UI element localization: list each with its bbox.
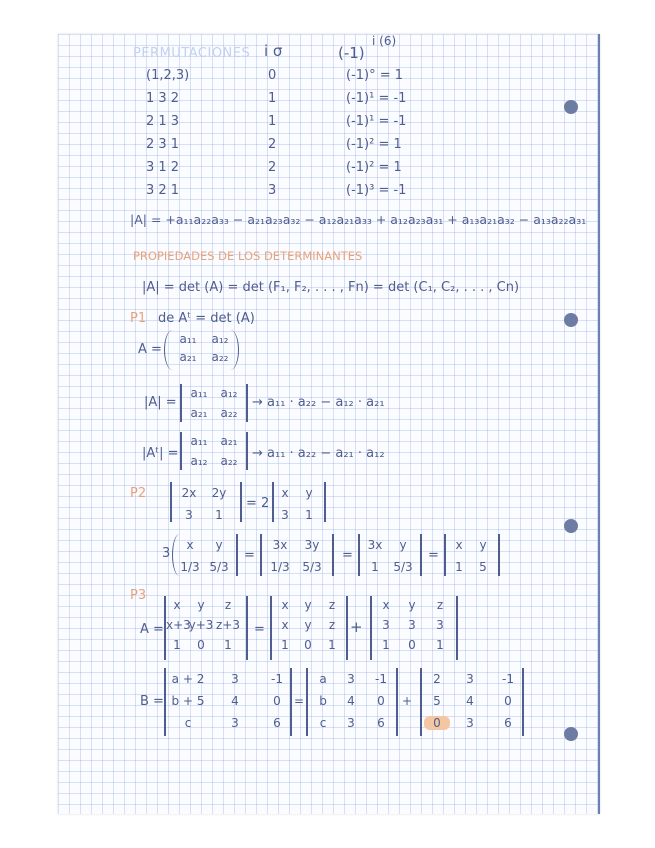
matrix-cell: 3 (231, 716, 239, 730)
det-at-result: → a₁₁ · a₂₂ − a₂₁ · a₁₂ (252, 446, 385, 461)
matrix-cell: 4 (466, 694, 474, 708)
matrix-cell: b + 5 (171, 694, 205, 708)
p3-matrix-a1 (166, 598, 242, 652)
matrix-cell: 5 (479, 560, 487, 574)
det-bar (396, 668, 398, 736)
det-bar (420, 534, 422, 576)
det-bar (420, 668, 422, 736)
sign-cell: (-1)² = 1 (346, 160, 402, 175)
property-2-label: P2 (130, 486, 147, 501)
matrix-cell: 6 (377, 716, 385, 730)
matrix-cell: 0 (273, 694, 281, 708)
matrix-cell: 1 (224, 638, 232, 652)
binder-hole (564, 519, 578, 533)
matrix-cell: 3 (347, 672, 355, 686)
matrix-cell: z (224, 598, 232, 612)
p2-equals: = (428, 548, 439, 563)
p2-matrix-3 (176, 538, 234, 574)
matrix-cell: 1 (455, 560, 463, 574)
matrix-cell: -1 (375, 672, 387, 686)
det-bar (290, 668, 292, 736)
sign-header-exp: i (6) (372, 34, 397, 48)
sign-column (346, 68, 406, 198)
matrix-cell: x (173, 598, 181, 612)
matrix-cell: a₁₁ (190, 434, 208, 448)
perm-cell: 3 1 2 (146, 160, 180, 175)
property-1-label: P1 (130, 311, 147, 326)
matrix-cell: x (455, 538, 463, 552)
matrix-cell: 0 (197, 638, 205, 652)
sign-cell: (-1)° = 1 (346, 68, 404, 83)
property-1-statement: de Aᵗ = det (A) (158, 311, 255, 326)
sign-cell: (-1)² = 1 (346, 137, 402, 152)
matrix-cell: 1 (173, 638, 181, 652)
matrix-cell: a + 2 (171, 672, 205, 686)
matrix-cell: 6 (504, 716, 512, 730)
perm-cell: (1,2,3) (146, 68, 190, 83)
matrix-cell: 1 (305, 508, 313, 522)
matrix-cell: 3y (304, 538, 320, 552)
inversions-cell: 1 (268, 114, 277, 129)
inversions-cell: 1 (268, 91, 277, 106)
matrix-cell: a₁₁ (179, 332, 197, 346)
matrix-cell: y (408, 598, 416, 612)
det-bar (358, 534, 360, 576)
matrix-cell: x (281, 618, 289, 632)
matrix-cell: 3 (231, 672, 239, 686)
matrix-cell: x (382, 598, 390, 612)
det-bar (444, 534, 446, 576)
inversions-cell: 3 (268, 183, 277, 198)
matrix-cell: 5/3 (393, 560, 413, 574)
det-bar (306, 668, 308, 736)
matrix-cell: 5/3 (209, 560, 229, 574)
inversions-cell: 2 (268, 160, 277, 175)
p2-matrix-6 (448, 538, 496, 574)
matrix-cell: a (319, 672, 327, 686)
matrix-cell: b (319, 694, 327, 708)
matrix-cell: z (328, 618, 336, 632)
matrix-cell: 0 (377, 694, 385, 708)
p2-matrix-2 (274, 486, 322, 522)
matrix-cell: y (479, 538, 487, 552)
matrix-b-label: B = (140, 694, 164, 709)
binder-hole (564, 727, 578, 741)
matrix-cell: a₂₁ (220, 434, 238, 448)
matrix-cell: z (436, 598, 444, 612)
matrix-cell: c (319, 716, 327, 730)
perm-cell: 3 2 1 (146, 183, 180, 198)
det-a-result: → a₁₁ · a₂₂ − a₁₂ · a₂₁ (252, 395, 385, 410)
matrix-cell: a₁₂ (211, 332, 229, 346)
matrix-cell: 5 (433, 694, 441, 708)
matrix-cell: -1 (502, 672, 514, 686)
matrix-a3-label: A = (140, 622, 164, 637)
det-bar (246, 432, 248, 470)
matrix-cell: y (215, 538, 223, 552)
matrix-cell: x+3 (166, 618, 191, 632)
right-paren (222, 330, 239, 370)
matrix-cell: 3 (382, 618, 390, 632)
matrix-cell: a₁₂ (220, 386, 238, 400)
matrix-cell: 4 (231, 694, 239, 708)
det-bar (246, 384, 248, 422)
p3-matrix-b3 (424, 672, 526, 730)
sign-header: (-1) (338, 44, 365, 62)
det-bar (246, 596, 248, 660)
det-bar (346, 596, 348, 660)
det-at-matrix (184, 434, 244, 468)
matrix-cell: 3x (272, 538, 288, 552)
matrix-cell: x (186, 538, 194, 552)
det-bar (236, 534, 238, 576)
matrix-cell: 2 (433, 672, 441, 686)
p3-plus: + (402, 694, 413, 708)
det-a-matrix (184, 386, 244, 420)
sign-cell: (-1)¹ = -1 (346, 91, 407, 106)
inversions-cell: 0 (268, 68, 277, 83)
matrix-cell: 5/3 (302, 560, 322, 574)
matrix-cell: y (304, 618, 312, 632)
matrix-cell: 3 (466, 716, 474, 730)
p2-equals-2: = 2 (246, 496, 270, 511)
matrix-cell: 1 (371, 560, 379, 574)
det-bar (370, 596, 372, 660)
matrix-cell: 6 (273, 716, 281, 730)
matrix-cell: a₁₁ (190, 386, 208, 400)
matrix-cell: y (197, 598, 205, 612)
matrix-cell: 2x (181, 486, 197, 500)
matrix-cell: y (399, 538, 407, 552)
matrix-cell: 1 (436, 638, 444, 652)
matrix-cell: 0 (304, 638, 312, 652)
p2-matrix-4 (264, 538, 328, 574)
properties-title: PROPIEDADES DE LOS DETERMINANTES (133, 249, 363, 263)
matrix-cell: 3x (367, 538, 383, 552)
p3-matrix-b2 (310, 672, 396, 730)
p3-matrix-a2 (274, 598, 344, 652)
det-at-label: |Aᵗ| = (142, 446, 179, 461)
inversions-header: i σ (264, 42, 283, 60)
highlighted-matrix-cell: 0 (424, 716, 450, 730)
matrix-cell: 1 (281, 638, 289, 652)
p3-matrix-b1 (166, 672, 294, 730)
matrix-cell: 0 (408, 638, 416, 652)
binder-hole (564, 313, 578, 327)
det-bar (180, 384, 182, 422)
det-bar (240, 482, 242, 522)
matrix-cell: z+3 (216, 618, 240, 632)
matrix-cell: 3 (185, 508, 193, 522)
matrix-cell: a₂₁ (179, 350, 197, 364)
matrix-cell: a₂₂ (220, 454, 238, 468)
p3-plus: + (350, 618, 363, 636)
matrix-cell: a₂₁ (190, 406, 208, 420)
matrix-cell: 4 (347, 694, 355, 708)
det-bar (332, 534, 334, 576)
determinant-formula: |A| = +a₁₁a₂₂a₃₃ − a₂₁a₂₃a₃₂ − a₁₂a₂₁a₃₃ + a₁₂a₂₃a₃₁ + a₁₃a₂₁a₃₂ − a₁₃a₂₂a₃₁ (130, 212, 587, 227)
sign-cell: (-1)³ = -1 (346, 183, 407, 198)
sign-cell: (-1)¹ = -1 (346, 114, 407, 129)
det-bar (324, 482, 326, 522)
matrix-cell: x (281, 598, 289, 612)
p3-equals: = (254, 622, 265, 637)
matrix-cell: x (281, 486, 289, 500)
det-a-label: |A| = (144, 395, 177, 410)
binder-hole (564, 100, 578, 114)
matrix-cell: y+3 (188, 618, 214, 632)
matrix-cell: 3 (281, 508, 289, 522)
matrix-cell: 1/3 (270, 560, 290, 574)
matrix-cell: c (184, 716, 192, 730)
matrix-cell: 1 (382, 638, 390, 652)
matrix-cell: z (328, 598, 336, 612)
matrix-cell: 3 (347, 716, 355, 730)
matrix-cell: -1 (271, 672, 283, 686)
perm-column (146, 68, 189, 198)
property-3-label: P3 (130, 588, 147, 603)
matrix-cell: y (305, 486, 313, 500)
det-bar (180, 432, 182, 470)
matrix-cell: 3 (408, 618, 416, 632)
p2-matrix-1 (174, 486, 234, 522)
permutations-header: PERMUTACIONES (133, 46, 251, 61)
matrix-cell: 3 (436, 618, 444, 632)
matrix-cell: y (304, 598, 312, 612)
p3-matrix-a3 (374, 598, 454, 652)
p3-equals: = (294, 694, 305, 708)
matrix-cell: 1 (328, 638, 336, 652)
perm-cell: 2 3 1 (146, 137, 180, 152)
matrix-cell: 1 (215, 508, 223, 522)
matrix-a-label: A = (138, 342, 162, 357)
perm-cell: 2 1 3 (146, 114, 180, 129)
det-bar (498, 534, 500, 576)
p2-equals: = (244, 548, 255, 563)
perm-cell: 1 3 2 (146, 91, 180, 106)
det-bar (522, 668, 524, 736)
det-bar (456, 596, 458, 660)
p2-coefficient: 3 (162, 546, 171, 561)
matrix-cell: 1/3 (180, 560, 200, 574)
det-bar (260, 534, 262, 576)
matrix-cell: 3 (466, 672, 474, 686)
p2-matrix-5 (362, 538, 418, 574)
determinant-definition: |A| = det (A) = det (F₁, F₂, . . . , Fn) = det (C₁, C₂, . . . , Cn) (142, 280, 520, 295)
p2-equals: = (342, 548, 353, 563)
matrix-cell: a₂₂ (220, 406, 238, 420)
det-bar (270, 596, 272, 660)
matrix-cell: a₂₂ (211, 350, 229, 364)
det-bar (170, 482, 172, 522)
inversions-column (268, 68, 276, 198)
inversions-cell: 2 (268, 137, 277, 152)
matrix-cell: 0 (504, 694, 512, 708)
matrix-cell: 2y (211, 486, 227, 500)
matrix-cell: a₁₂ (190, 454, 208, 468)
